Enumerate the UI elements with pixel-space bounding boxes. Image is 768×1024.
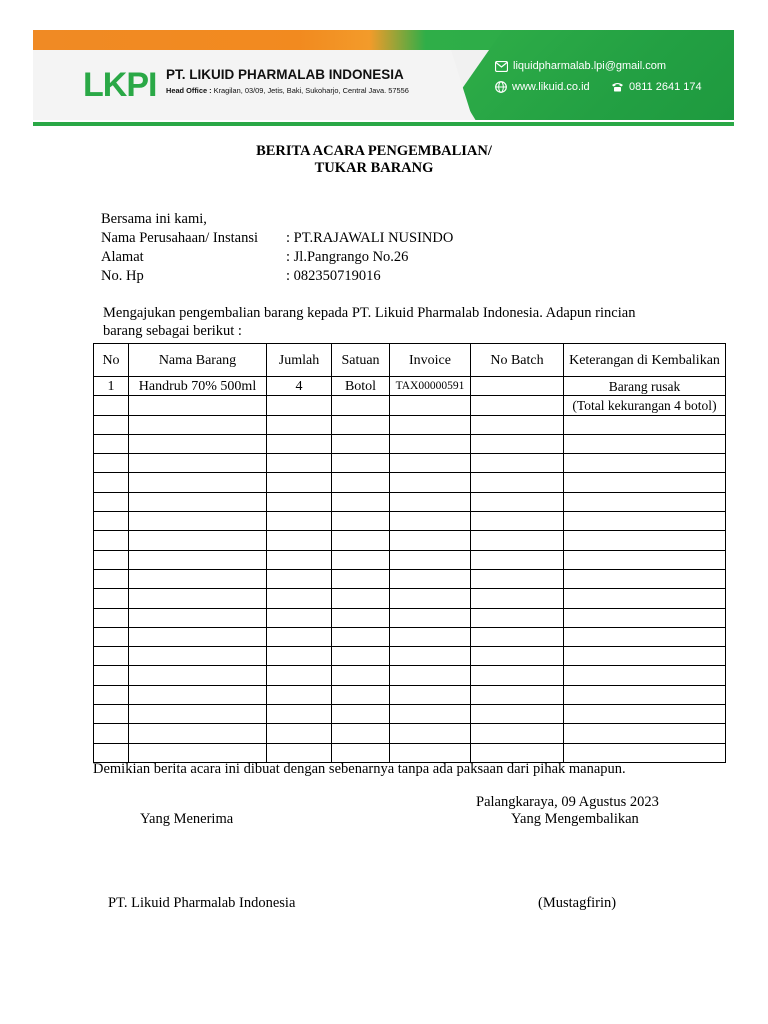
cell-batch	[471, 569, 564, 588]
receiver-signature-name: PT. Likuid Pharmalab Indonesia	[108, 895, 296, 911]
cell-invoice	[390, 531, 471, 550]
cell-no	[94, 608, 129, 627]
cell-unit	[332, 454, 390, 473]
table-body	[94, 377, 726, 763]
cell-unit	[332, 627, 390, 646]
cell-unit	[332, 666, 390, 685]
table-row	[94, 473, 726, 492]
cell-batch	[471, 396, 564, 415]
document-title-line2: TUKAR BARANG	[314, 160, 434, 176]
cell-unit	[332, 569, 390, 588]
cell-batch	[471, 627, 564, 646]
cell-invoice	[390, 434, 471, 453]
cell-quantity	[267, 550, 332, 569]
cell-quantity	[267, 396, 332, 415]
cell-unit	[332, 531, 390, 550]
phone-icon	[611, 82, 624, 92]
table-row	[94, 415, 726, 434]
cell-batch	[471, 473, 564, 492]
cell-batch	[471, 685, 564, 704]
cell-invoice	[390, 415, 471, 434]
cell-quantity	[267, 512, 332, 531]
contact-website	[495, 81, 590, 93]
email-icon	[495, 61, 508, 72]
cell-invoice	[390, 454, 471, 473]
column-header-no: No	[94, 344, 129, 377]
cell-no	[94, 434, 129, 453]
field-value-address: : Jl.Pangrango No.26	[286, 249, 409, 265]
cell-remarks: Barang rusak	[564, 377, 726, 396]
cell-quantity	[267, 589, 332, 608]
cell-remarks	[564, 569, 726, 588]
receiver-label: Yang Menerima	[140, 811, 234, 827]
table-row	[94, 685, 726, 704]
column-header-unit: Satuan	[332, 344, 390, 377]
cell-no	[94, 550, 129, 569]
cell-no	[94, 454, 129, 473]
cell-invoice	[390, 512, 471, 531]
cell-remarks	[564, 724, 726, 743]
cell-no	[94, 569, 129, 588]
cell-quantity	[267, 647, 332, 666]
globe-icon	[495, 81, 507, 93]
head-office-address	[166, 86, 409, 95]
table-row	[94, 589, 726, 608]
cell-item-name	[129, 396, 267, 415]
contact-phone	[611, 81, 702, 93]
cell-batch	[471, 415, 564, 434]
phone-text: 0811 2641 174	[629, 81, 702, 93]
field-label-company: Nama Perusahaan/ Instansi	[101, 230, 259, 246]
table-row	[94, 454, 726, 473]
cell-no	[94, 531, 129, 550]
cell-invoice	[390, 589, 471, 608]
cell-quantity	[267, 415, 332, 434]
cell-invoice	[390, 705, 471, 724]
cell-unit	[332, 589, 390, 608]
cell-unit	[332, 550, 390, 569]
cell-remarks	[564, 685, 726, 704]
cell-unit	[332, 705, 390, 724]
cell-invoice	[390, 550, 471, 569]
cell-item-name	[129, 627, 267, 646]
cell-quantity	[267, 627, 332, 646]
cell-unit: Botol	[332, 377, 390, 396]
letterhead-bottom-line	[33, 122, 734, 126]
cell-invoice: TAX00000591	[390, 377, 471, 396]
letterhead	[33, 30, 734, 126]
table-row	[94, 396, 726, 415]
email-text: liquidpharmalab.lpi@gmail.com	[513, 60, 667, 72]
cell-no	[94, 705, 129, 724]
cell-quantity	[267, 492, 332, 511]
cell-batch	[471, 589, 564, 608]
cell-quantity	[267, 531, 332, 550]
cell-quantity	[267, 685, 332, 704]
returner-signature-name: (Mustagfirin)	[538, 895, 617, 911]
cell-item-name	[129, 589, 267, 608]
cell-item-name	[129, 492, 267, 511]
cell-quantity: 4	[267, 377, 332, 396]
cell-quantity	[267, 724, 332, 743]
cell-no	[94, 492, 129, 511]
cell-unit	[332, 473, 390, 492]
cell-batch	[471, 377, 564, 396]
field-label-phone: No. Hp	[101, 268, 144, 284]
field-value-company: : PT.RAJAWALI NUSINDO	[286, 230, 454, 246]
cell-remarks	[564, 512, 726, 531]
table-row	[94, 666, 726, 685]
returner-label: Yang Mengembalikan	[511, 811, 639, 827]
cell-invoice	[390, 724, 471, 743]
cell-batch	[471, 724, 564, 743]
table-row	[94, 608, 726, 627]
company-logo: LKPI	[83, 66, 157, 104]
column-header-remarks: Keterangan di Kembalikan	[564, 344, 726, 377]
cell-invoice	[390, 608, 471, 627]
cell-remarks	[564, 705, 726, 724]
column-header-batch: No Batch	[471, 344, 564, 377]
table-row	[94, 705, 726, 724]
cell-no	[94, 589, 129, 608]
cell-batch	[471, 512, 564, 531]
table-header	[94, 344, 726, 377]
cell-invoice	[390, 627, 471, 646]
cell-item-name: Handrub 70% 500ml	[129, 377, 267, 396]
cell-unit	[332, 647, 390, 666]
cell-invoice	[390, 569, 471, 588]
cell-unit	[332, 434, 390, 453]
field-value-phone: : 082350719016	[286, 268, 381, 284]
table-header-row	[94, 344, 726, 377]
cell-remarks	[564, 531, 726, 550]
letterhead-green-panel	[459, 30, 734, 120]
cell-quantity	[267, 666, 332, 685]
table-row	[94, 531, 726, 550]
table-row	[94, 647, 726, 666]
return-items-table	[93, 343, 726, 763]
table-row	[94, 492, 726, 511]
cell-no	[94, 724, 129, 743]
cell-remarks	[564, 627, 726, 646]
cell-unit	[332, 415, 390, 434]
closing-statement: Demikian berita acara ini dibuat dengan sebenarnya tanpa ada paksaan dari pihak manapun.	[93, 761, 626, 777]
cell-no	[94, 512, 129, 531]
cell-batch	[471, 666, 564, 685]
cell-batch	[471, 531, 564, 550]
cell-batch	[471, 608, 564, 627]
document-title-line1: BERITA ACARA PENGEMBALIAN/	[256, 143, 492, 159]
cell-item-name	[129, 685, 267, 704]
contact-email	[495, 60, 666, 72]
cell-item-name	[129, 473, 267, 492]
cell-quantity	[267, 705, 332, 724]
cell-quantity	[267, 608, 332, 627]
cell-invoice	[390, 685, 471, 704]
table-row	[94, 512, 726, 531]
cell-item-name	[129, 569, 267, 588]
table-row	[94, 569, 726, 588]
cell-item-name	[129, 454, 267, 473]
cell-item-name	[129, 531, 267, 550]
cell-no: 1	[94, 377, 129, 396]
cell-batch	[471, 434, 564, 453]
cell-remarks: (Total kekurangan 4 botol)	[564, 396, 726, 415]
cell-unit	[332, 608, 390, 627]
cell-unit	[332, 724, 390, 743]
cell-no	[94, 473, 129, 492]
cell-item-name	[129, 666, 267, 685]
cell-quantity	[267, 454, 332, 473]
cell-remarks	[564, 550, 726, 569]
cell-unit	[332, 396, 390, 415]
table-row	[94, 434, 726, 453]
cell-batch	[471, 550, 564, 569]
head-office-label: Head Office :	[166, 86, 212, 95]
cell-unit	[332, 512, 390, 531]
cell-item-name	[129, 550, 267, 569]
greeting-text: Bersama ini kami,	[101, 211, 207, 227]
cell-invoice	[390, 396, 471, 415]
field-label-address: Alamat	[101, 249, 144, 265]
cell-remarks	[564, 589, 726, 608]
head-office-text: Kragilan, 03/09, Jetis, Baki, Sukoharjo, Central Java. 57556	[213, 86, 409, 95]
cell-remarks	[564, 434, 726, 453]
cell-remarks	[564, 454, 726, 473]
cell-invoice	[390, 666, 471, 685]
cell-remarks	[564, 608, 726, 627]
cell-remarks	[564, 666, 726, 685]
cell-unit	[332, 685, 390, 704]
cell-remarks	[564, 415, 726, 434]
cell-remarks	[564, 473, 726, 492]
cell-no	[94, 666, 129, 685]
intro-text-line2: barang sebagai berikut :	[103, 323, 242, 339]
cell-unit	[332, 492, 390, 511]
cell-batch	[471, 705, 564, 724]
cell-invoice	[390, 647, 471, 666]
table-row	[94, 550, 726, 569]
column-header-invoice: Invoice	[390, 344, 471, 377]
column-header-item-name: Nama Barang	[129, 344, 267, 377]
cell-batch	[471, 492, 564, 511]
cell-item-name	[129, 705, 267, 724]
column-header-quantity: Jumlah	[267, 344, 332, 377]
cell-item-name	[129, 512, 267, 531]
cell-invoice	[390, 492, 471, 511]
cell-item-name	[129, 647, 267, 666]
table-row	[94, 724, 726, 743]
cell-batch	[471, 647, 564, 666]
cell-remarks	[564, 647, 726, 666]
cell-item-name	[129, 415, 267, 434]
cell-batch	[471, 454, 564, 473]
cell-invoice	[390, 473, 471, 492]
cell-item-name	[129, 608, 267, 627]
cell-no	[94, 685, 129, 704]
cell-no	[94, 415, 129, 434]
website-text: www.likuid.co.id	[512, 81, 590, 93]
cell-no	[94, 647, 129, 666]
cell-no	[94, 627, 129, 646]
cell-no	[94, 396, 129, 415]
intro-text-line1: Mengajukan pengembalian barang kepada PT. Likuid Pharmalab Indonesia. Adapun rincian	[103, 305, 636, 321]
cell-quantity	[267, 473, 332, 492]
table-row	[94, 627, 726, 646]
company-name: PT. LIKUID PHARMALAB INDONESIA	[166, 67, 404, 82]
cell-item-name	[129, 724, 267, 743]
cell-remarks	[564, 492, 726, 511]
place-date: Palangkaraya, 09 Agustus 2023	[476, 794, 659, 810]
cell-item-name	[129, 434, 267, 453]
table-row	[94, 377, 726, 396]
cell-quantity	[267, 569, 332, 588]
cell-quantity	[267, 434, 332, 453]
